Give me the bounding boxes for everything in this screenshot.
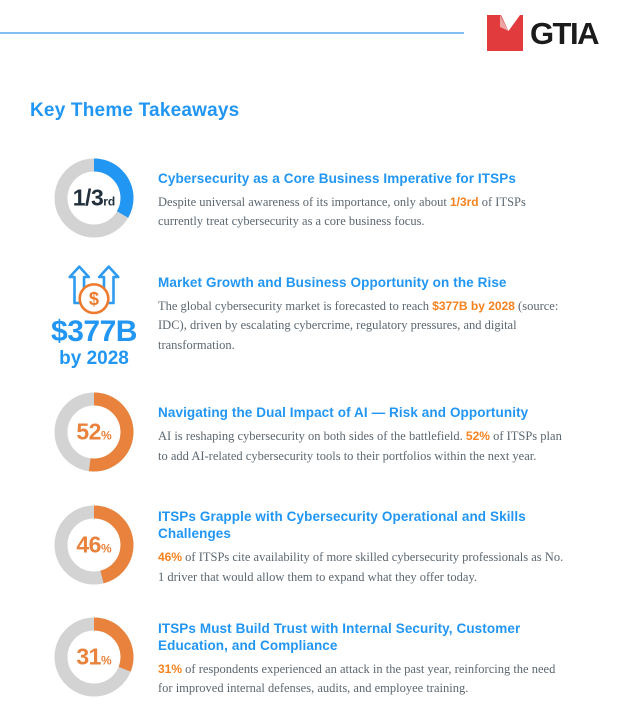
takeaway-body: [158, 548, 570, 587]
stat-highlight: $377B by 2028: [432, 298, 515, 313]
takeaway-item: [30, 158, 570, 238]
donut-chart: [54, 158, 134, 238]
takeaway-content: [158, 392, 570, 472]
takeaway-content: [158, 505, 570, 587]
gtia-logo-icon: [487, 15, 523, 51]
takeaway-content: [158, 262, 570, 370]
stat-suffix: %: [100, 428, 112, 443]
takeaway-title: ITSPs Grapple with Cybersecurity Operational and Skills Challenges: [158, 509, 526, 542]
body-text: (source: IDC), driven by escalating cybercrime, regulatory pressures, and digital transformation.: [158, 298, 559, 352]
takeaway-title: Market Growth and Business Opportunity on the Rise: [158, 275, 507, 290]
takeaway-list: [30, 158, 570, 698]
body-text: of ITSPs currently treat cybersecurity as a core business focus.: [158, 194, 526, 229]
stat-sublabel: by 2028: [59, 347, 129, 369]
page-title: Key Theme Takeaways: [30, 100, 240, 121]
takeaway-content: [158, 617, 570, 699]
stat-visual: [30, 262, 158, 370]
takeaway-title: ITSPs Must Build Trust with Internal Security, Customer Education, and Compliance: [158, 620, 521, 653]
stat-number: 52: [76, 418, 101, 445]
stat-visual: [30, 158, 158, 238]
takeaway-content: [158, 158, 570, 238]
stat-suffix: %: [100, 653, 112, 668]
takeaway-item: [30, 617, 570, 699]
body-text: of ITSPs plan to add AI-related cybersecurity tools to their portfolios within the next year.: [158, 429, 562, 463]
takeaway-item: [30, 505, 570, 587]
svg-text:$: $: [88, 289, 100, 310]
stat-value: $377B: [51, 315, 137, 348]
body-text: of ITSPs cite availability of more skilled cybersecurity professionals as No. 1 driver that would allow them to expand what they offer today.: [158, 550, 564, 584]
body-text: The global cybersecurity market is forecasted to reach: [158, 298, 433, 313]
growth-arrows-dollar-icon: [50, 264, 138, 316]
stat-suffix: %: [100, 541, 112, 556]
takeaway-item: [30, 392, 570, 472]
stat-value: [74, 418, 113, 445]
stat-value: [71, 184, 117, 211]
donut-chart: [54, 392, 134, 472]
takeaway-title: Cybersecurity as a Core Business Imperative for ITSPs: [158, 171, 516, 186]
stat-value: [74, 531, 113, 558]
stat-value: [74, 645, 113, 668]
gtia-logo-text: GTIA: [529, 15, 598, 51]
stat-visual: [30, 617, 158, 699]
stat-visual: [30, 392, 158, 472]
body-text: of respondents experienced an attack in the past year, reinforcing the need for improved internal defenses, audits, and employee training.: [158, 661, 556, 696]
takeaway-body: [158, 193, 570, 232]
takeaway-body: [158, 297, 570, 355]
donut-chart: [54, 505, 134, 585]
takeaway-title: Navigating the Dual Impact of AI — Risk and Opportunity: [158, 405, 529, 421]
header-divider: [0, 32, 464, 34]
stat-highlight: 1/3rd: [449, 194, 479, 209]
stat-number: 46: [76, 531, 101, 558]
takeaway-body: [158, 427, 570, 466]
money-stat: [50, 264, 138, 370]
stat-number: 1/3: [72, 184, 104, 211]
donut-chart: [54, 617, 134, 697]
stat-number: 31: [76, 643, 101, 670]
stat-suffix: rd: [103, 194, 116, 209]
stat-highlight: 31%: [158, 661, 183, 676]
stat-highlight: 46%: [158, 550, 183, 565]
takeaway-item: [30, 262, 570, 370]
body-text: Despite universal awareness of its importance, only about: [158, 194, 450, 209]
takeaway-body: [158, 660, 570, 699]
stat-visual: [30, 505, 158, 587]
body-text: AI is reshaping cybersecurity on both sides of the battlefield.: [158, 429, 466, 444]
stat-highlight: 52%: [465, 429, 490, 444]
gtia-logo: [487, 15, 598, 51]
